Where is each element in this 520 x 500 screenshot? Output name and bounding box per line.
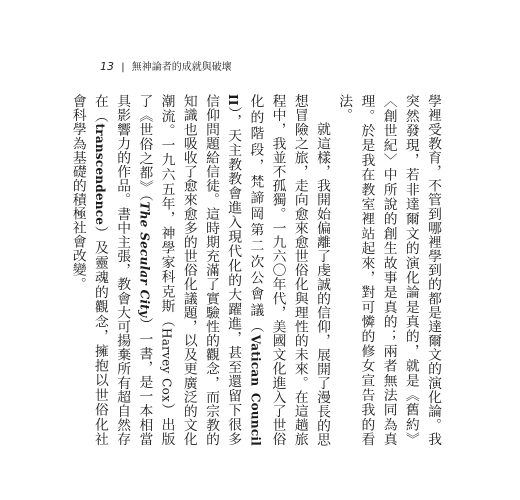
paragraph-2-part-e: ）及靈魂的觀念，擁抱以世俗化社會科學為基礎的積極社會改變。 [69, 94, 108, 447]
header-separator: | [121, 62, 125, 73]
paragraph-2-part-b: ），天主教教會進入現代化的大躍進，甚至還留下很多信仰問題給信徒。這時期充滿了實驗性的觀念，而宗教的知識也吸收了愈來愈多的世俗化議題，以及更廣泛的文化潮流。一九六五年，神學家科克斯（ [158, 94, 242, 446]
paragraph-2-part-c: ）出版了《世俗之都》（ [136, 94, 175, 446]
transcendence-term: transcendence [92, 123, 107, 226]
running-header [100, 58, 232, 73]
body-text [69, 94, 444, 447]
paragraph-2 [67, 94, 333, 446]
page-number: 13 [100, 60, 114, 73]
vatican-council-term: Vatican Council II [226, 94, 263, 446]
running-title: 無神論者的成就與破壞 [131, 62, 232, 73]
harvey-cox-name: Harvey Cox [159, 328, 174, 403]
secular-city-title: The Secular City [137, 201, 152, 318]
paragraph-2-part-d: ）一書，是一本相當具影響力的作品。書中主張，教會大可揚棄所有超自然存在（ [91, 94, 153, 446]
paragraph-2-part-a: 就這樣，我開始偏離了虔誠的信仰，展開了漫長的思想冒險之旅，走向愈來愈世俗化與理性的未來。在這趟旅程中，我並不孤獨。一九六〇年代，美國文化進入了世俗化的階段，梵諦岡第二次公會議（ [247, 94, 330, 446]
paragraph-1: 學裡受教育，不管到哪裡學到的都是達爾文的演化論。我突然發現，若非達爾文的演化論是真的，就是《舊約》〈創世紀〉中所說的創生故事是真的；兩者無法同為真理。於是我在教室裡站起來，對可憐的修女宣告我的看法。 [336, 94, 441, 446]
